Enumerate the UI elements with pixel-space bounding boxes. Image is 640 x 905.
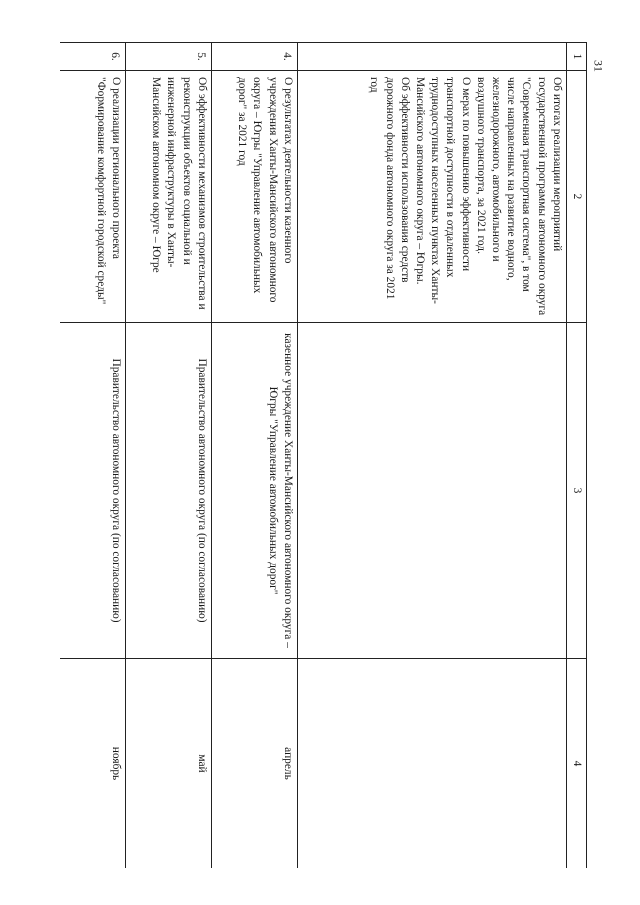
table-row: [211, 43, 297, 869]
row-responsible: Правительство автономного округа (по согласованию): [60, 323, 125, 659]
description-paragraph: Об эффективности механизмов строительства и реконструкции объектов социальной и инженерной инфраструктуры в Ханты-Мансийском автономном округе – Югре: [150, 77, 208, 310]
row-month: май: [125, 659, 211, 869]
table-row: [125, 43, 211, 869]
row-description: [125, 71, 211, 323]
description-paragraph: О реализации регионального проекта "Формирование комфортной городской среды": [94, 77, 122, 305]
description-paragraph: О результатах деятельности казенного учреждения Ханты-Мансийского автономного округа – Югры "Управление автомобильных дорог" за 2021 год: [236, 77, 294, 303]
header-cell-2: 2: [566, 71, 586, 323]
row-description: [60, 71, 125, 323]
row-number: 4.: [211, 43, 297, 71]
row-month: ноябрь: [60, 659, 125, 869]
schedule-table: [60, 42, 587, 868]
table-row: [60, 43, 125, 869]
row-responsible: [297, 323, 566, 659]
description-paragraph: Об итогах реализации мероприятий государственной программы автономного округа "Современная транспортная система", в том числе направленных на развитие водного, железнодорожного, автомобильного и воздушного транспорта, за 2021 год.: [474, 77, 563, 316]
row-number: 5.: [125, 43, 211, 71]
page-number: 31: [591, 60, 606, 72]
row-description: [211, 71, 297, 323]
table-row: [297, 43, 566, 869]
row-month: апрель: [211, 659, 297, 869]
row-description: [297, 71, 566, 323]
row-number: 6.: [60, 43, 125, 71]
row-responsible: Правительство автономного округа (по согласованию): [125, 323, 211, 659]
description-paragraph: О мерах по повышению эффективности транспортной доступности в отдаленных труднодоступных населенных пунктах Ханты-Мансийского автономного округа – Югры.: [413, 77, 472, 304]
row-month: [297, 659, 566, 869]
header-cell-1: 1: [566, 43, 586, 71]
rotated-table-frame: [60, 42, 587, 868]
table-header-row: [566, 43, 586, 869]
row-responsible: казенное учреждение Ханты-Мансийского автономного округа – Югры "Управление автомобильных дорог": [211, 323, 297, 659]
description-paragraph: Об эффективности использования средств дорожного фонда автономного округа за 2021 год: [368, 77, 411, 300]
header-cell-3: 3: [566, 323, 586, 659]
row-number: [297, 43, 566, 71]
header-cell-4: 4: [566, 659, 586, 869]
rotated-table-content: [60, 42, 587, 868]
